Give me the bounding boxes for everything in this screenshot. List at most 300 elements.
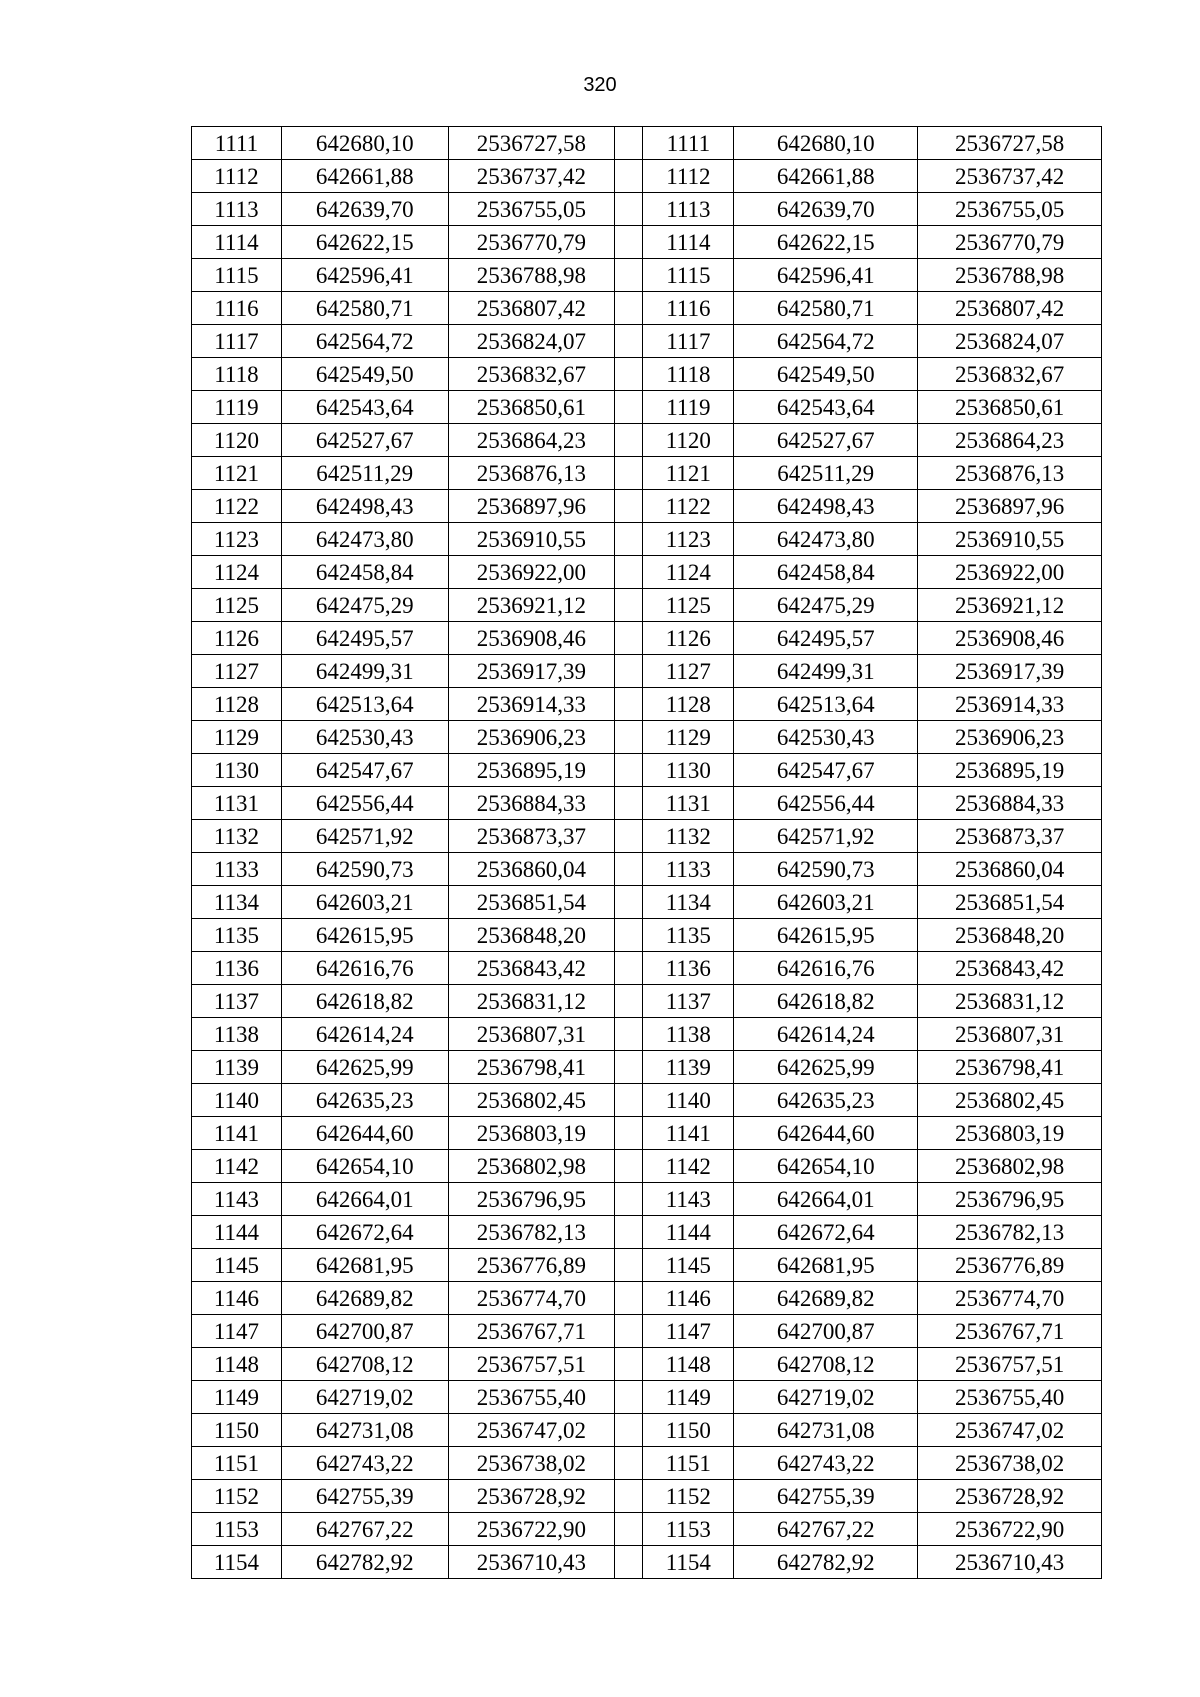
- left-y-coordinate-cell: 2536850,61: [448, 391, 615, 424]
- left-point-number-cell: 1127: [192, 655, 282, 688]
- left-x-coordinate-cell: 642689,82: [281, 1282, 448, 1315]
- right-y-coordinate-cell: 2536803,19: [918, 1117, 1102, 1150]
- right-y-coordinate-cell: 2536738,02: [918, 1447, 1102, 1480]
- right-y-coordinate-cell: 2536774,70: [918, 1282, 1102, 1315]
- right-point-number-cell: 1150: [643, 1414, 734, 1447]
- left-point-number-cell: 1143: [192, 1183, 282, 1216]
- left-point-number-cell: 1113: [192, 193, 282, 226]
- spacer-cell: [615, 655, 643, 688]
- right-y-coordinate-cell: 2536776,89: [918, 1249, 1102, 1282]
- spacer-cell: [615, 226, 643, 259]
- right-x-coordinate-cell: 642681,95: [734, 1249, 918, 1282]
- spacer-cell: [615, 1513, 643, 1546]
- left-point-number-cell: 1124: [192, 556, 282, 589]
- right-y-coordinate-cell: 2536788,98: [918, 259, 1102, 292]
- spacer-cell: [615, 1447, 643, 1480]
- right-x-coordinate-cell: 642498,43: [734, 490, 918, 523]
- table-row: [192, 721, 1102, 754]
- spacer-cell: [615, 1480, 643, 1513]
- spacer-cell: [615, 952, 643, 985]
- right-x-coordinate-cell: 642767,22: [734, 1513, 918, 1546]
- right-y-coordinate-cell: 2536807,42: [918, 292, 1102, 325]
- left-point-number-cell: 1144: [192, 1216, 282, 1249]
- right-point-number-cell: 1135: [643, 919, 734, 952]
- right-point-number-cell: 1141: [643, 1117, 734, 1150]
- right-x-coordinate-cell: 642664,01: [734, 1183, 918, 1216]
- right-point-number-cell: 1126: [643, 622, 734, 655]
- spacer-cell: [615, 259, 643, 292]
- right-x-coordinate-cell: 642564,72: [734, 325, 918, 358]
- spacer-cell: [615, 523, 643, 556]
- right-y-coordinate-cell: 2536851,54: [918, 886, 1102, 919]
- left-x-coordinate-cell: 642530,43: [281, 721, 448, 754]
- table-row: [192, 424, 1102, 457]
- left-y-coordinate-cell: 2536917,39: [448, 655, 615, 688]
- left-point-number-cell: 1130: [192, 754, 282, 787]
- right-y-coordinate-cell: 2536860,04: [918, 853, 1102, 886]
- right-y-coordinate-cell: 2536757,51: [918, 1348, 1102, 1381]
- table-row: [192, 457, 1102, 490]
- left-x-coordinate-cell: 642767,22: [281, 1513, 448, 1546]
- right-x-coordinate-cell: 642475,29: [734, 589, 918, 622]
- table-row: [192, 1546, 1102, 1579]
- left-point-number-cell: 1122: [192, 490, 282, 523]
- spacer-cell: [615, 193, 643, 226]
- spacer-cell: [615, 1051, 643, 1084]
- spacer-cell: [615, 1183, 643, 1216]
- right-x-coordinate-cell: 642672,64: [734, 1216, 918, 1249]
- table-row: [192, 1150, 1102, 1183]
- table-row: [192, 292, 1102, 325]
- left-y-coordinate-cell: 2536910,55: [448, 523, 615, 556]
- spacer-cell: [615, 820, 643, 853]
- left-y-coordinate-cell: 2536873,37: [448, 820, 615, 853]
- right-point-number-cell: 1144: [643, 1216, 734, 1249]
- right-x-coordinate-cell: 642618,82: [734, 985, 918, 1018]
- left-point-number-cell: 1111: [192, 127, 282, 160]
- right-point-number-cell: 1129: [643, 721, 734, 754]
- right-y-coordinate-cell: 2536895,19: [918, 754, 1102, 787]
- right-point-number-cell: 1120: [643, 424, 734, 457]
- left-point-number-cell: 1116: [192, 292, 282, 325]
- right-x-coordinate-cell: 642616,76: [734, 952, 918, 985]
- right-y-coordinate-cell: 2536864,23: [918, 424, 1102, 457]
- left-y-coordinate-cell: 2536908,46: [448, 622, 615, 655]
- left-y-coordinate-cell: 2536774,70: [448, 1282, 615, 1315]
- left-y-coordinate-cell: 2536851,54: [448, 886, 615, 919]
- spacer-cell: [615, 1414, 643, 1447]
- left-x-coordinate-cell: 642618,82: [281, 985, 448, 1018]
- spacer-cell: [615, 787, 643, 820]
- right-x-coordinate-cell: 642743,22: [734, 1447, 918, 1480]
- right-y-coordinate-cell: 2536807,31: [918, 1018, 1102, 1051]
- table-row: [192, 127, 1102, 160]
- spacer-cell: [615, 127, 643, 160]
- right-point-number-cell: 1113: [643, 193, 734, 226]
- spacer-cell: [615, 490, 643, 523]
- right-x-coordinate-cell: 642654,10: [734, 1150, 918, 1183]
- left-x-coordinate-cell: 642475,29: [281, 589, 448, 622]
- left-point-number-cell: 1118: [192, 358, 282, 391]
- left-x-coordinate-cell: 642708,12: [281, 1348, 448, 1381]
- right-x-coordinate-cell: 642547,67: [734, 754, 918, 787]
- spacer-cell: [615, 985, 643, 1018]
- left-y-coordinate-cell: 2536722,90: [448, 1513, 615, 1546]
- left-y-coordinate-cell: 2536710,43: [448, 1546, 615, 1579]
- right-x-coordinate-cell: 642571,92: [734, 820, 918, 853]
- table-row: [192, 1117, 1102, 1150]
- left-x-coordinate-cell: 642614,24: [281, 1018, 448, 1051]
- table-row: [192, 391, 1102, 424]
- left-x-coordinate-cell: 642603,21: [281, 886, 448, 919]
- table-row: [192, 1348, 1102, 1381]
- left-y-coordinate-cell: 2536922,00: [448, 556, 615, 589]
- left-y-coordinate-cell: 2536727,58: [448, 127, 615, 160]
- right-point-number-cell: 1115: [643, 259, 734, 292]
- table-row: [192, 325, 1102, 358]
- left-x-coordinate-cell: 642498,43: [281, 490, 448, 523]
- right-y-coordinate-cell: 2536767,71: [918, 1315, 1102, 1348]
- right-y-coordinate-cell: 2536747,02: [918, 1414, 1102, 1447]
- right-x-coordinate-cell: 642680,10: [734, 127, 918, 160]
- left-point-number-cell: 1126: [192, 622, 282, 655]
- spacer-cell: [615, 1282, 643, 1315]
- left-y-coordinate-cell: 2536824,07: [448, 325, 615, 358]
- right-point-number-cell: 1132: [643, 820, 734, 853]
- left-point-number-cell: 1137: [192, 985, 282, 1018]
- left-y-coordinate-cell: 2536755,40: [448, 1381, 615, 1414]
- right-y-coordinate-cell: 2536884,33: [918, 787, 1102, 820]
- left-x-coordinate-cell: 642639,70: [281, 193, 448, 226]
- left-point-number-cell: 1142: [192, 1150, 282, 1183]
- right-y-coordinate-cell: 2536876,13: [918, 457, 1102, 490]
- right-x-coordinate-cell: 642513,64: [734, 688, 918, 721]
- left-y-coordinate-cell: 2536807,31: [448, 1018, 615, 1051]
- table-row: [192, 226, 1102, 259]
- left-y-coordinate-cell: 2536788,98: [448, 259, 615, 292]
- left-y-coordinate-cell: 2536843,42: [448, 952, 615, 985]
- right-x-coordinate-cell: 642622,15: [734, 226, 918, 259]
- left-x-coordinate-cell: 642547,67: [281, 754, 448, 787]
- coordinates-table: [191, 126, 1102, 1579]
- right-y-coordinate-cell: 2536802,98: [918, 1150, 1102, 1183]
- spacer-cell: [615, 457, 643, 490]
- right-x-coordinate-cell: 642580,71: [734, 292, 918, 325]
- right-point-number-cell: 1114: [643, 226, 734, 259]
- left-point-number-cell: 1112: [192, 160, 282, 193]
- right-y-coordinate-cell: 2536728,92: [918, 1480, 1102, 1513]
- right-point-number-cell: 1137: [643, 985, 734, 1018]
- left-point-number-cell: 1133: [192, 853, 282, 886]
- right-x-coordinate-cell: 642625,99: [734, 1051, 918, 1084]
- right-point-number-cell: 1138: [643, 1018, 734, 1051]
- right-y-coordinate-cell: 2536824,07: [918, 325, 1102, 358]
- left-x-coordinate-cell: 642513,64: [281, 688, 448, 721]
- right-point-number-cell: 1154: [643, 1546, 734, 1579]
- left-point-number-cell: 1154: [192, 1546, 282, 1579]
- right-point-number-cell: 1143: [643, 1183, 734, 1216]
- right-point-number-cell: 1117: [643, 325, 734, 358]
- spacer-cell: [615, 1084, 643, 1117]
- spacer-cell: [615, 1381, 643, 1414]
- spacer-cell: [615, 424, 643, 457]
- table-row: [192, 259, 1102, 292]
- right-x-coordinate-cell: 642495,57: [734, 622, 918, 655]
- left-point-number-cell: 1132: [192, 820, 282, 853]
- left-x-coordinate-cell: 642499,31: [281, 655, 448, 688]
- left-y-coordinate-cell: 2536802,98: [448, 1150, 615, 1183]
- left-y-coordinate-cell: 2536776,89: [448, 1249, 615, 1282]
- left-y-coordinate-cell: 2536831,12: [448, 985, 615, 1018]
- table-row: [192, 886, 1102, 919]
- right-point-number-cell: 1118: [643, 358, 734, 391]
- left-point-number-cell: 1139: [192, 1051, 282, 1084]
- right-point-number-cell: 1130: [643, 754, 734, 787]
- left-y-coordinate-cell: 2536803,19: [448, 1117, 615, 1150]
- right-point-number-cell: 1151: [643, 1447, 734, 1480]
- left-point-number-cell: 1148: [192, 1348, 282, 1381]
- left-x-coordinate-cell: 642549,50: [281, 358, 448, 391]
- right-x-coordinate-cell: 642755,39: [734, 1480, 918, 1513]
- left-y-coordinate-cell: 2536738,02: [448, 1447, 615, 1480]
- left-y-coordinate-cell: 2536914,33: [448, 688, 615, 721]
- left-point-number-cell: 1146: [192, 1282, 282, 1315]
- right-x-coordinate-cell: 642731,08: [734, 1414, 918, 1447]
- left-x-coordinate-cell: 642571,92: [281, 820, 448, 853]
- right-point-number-cell: 1122: [643, 490, 734, 523]
- right-x-coordinate-cell: 642549,50: [734, 358, 918, 391]
- right-y-coordinate-cell: 2536850,61: [918, 391, 1102, 424]
- left-point-number-cell: 1129: [192, 721, 282, 754]
- left-point-number-cell: 1147: [192, 1315, 282, 1348]
- left-point-number-cell: 1150: [192, 1414, 282, 1447]
- left-x-coordinate-cell: 642622,15: [281, 226, 448, 259]
- left-x-coordinate-cell: 642564,72: [281, 325, 448, 358]
- spacer-cell: [615, 1117, 643, 1150]
- table-row: [192, 787, 1102, 820]
- right-x-coordinate-cell: 642590,73: [734, 853, 918, 886]
- table-row: [192, 1084, 1102, 1117]
- spacer-cell: [615, 721, 643, 754]
- right-y-coordinate-cell: 2536897,96: [918, 490, 1102, 523]
- left-y-coordinate-cell: 2536921,12: [448, 589, 615, 622]
- left-x-coordinate-cell: 642580,71: [281, 292, 448, 325]
- right-y-coordinate-cell: 2536737,42: [918, 160, 1102, 193]
- table-row: [192, 358, 1102, 391]
- right-x-coordinate-cell: 642719,02: [734, 1381, 918, 1414]
- left-y-coordinate-cell: 2536884,33: [448, 787, 615, 820]
- left-point-number-cell: 1114: [192, 226, 282, 259]
- right-x-coordinate-cell: 642543,64: [734, 391, 918, 424]
- right-point-number-cell: 1146: [643, 1282, 734, 1315]
- table-row: [192, 589, 1102, 622]
- right-point-number-cell: 1116: [643, 292, 734, 325]
- left-y-coordinate-cell: 2536832,67: [448, 358, 615, 391]
- left-y-coordinate-cell: 2536737,42: [448, 160, 615, 193]
- table-row: [192, 1414, 1102, 1447]
- left-y-coordinate-cell: 2536770,79: [448, 226, 615, 259]
- left-y-coordinate-cell: 2536864,23: [448, 424, 615, 457]
- table-row: [192, 1249, 1102, 1282]
- spacer-cell: [615, 853, 643, 886]
- right-x-coordinate-cell: 642644,60: [734, 1117, 918, 1150]
- right-x-coordinate-cell: 642530,43: [734, 721, 918, 754]
- table-row: [192, 754, 1102, 787]
- right-point-number-cell: 1111: [643, 127, 734, 160]
- right-x-coordinate-cell: 642635,23: [734, 1084, 918, 1117]
- table-row: [192, 1447, 1102, 1480]
- right-point-number-cell: 1123: [643, 523, 734, 556]
- left-x-coordinate-cell: 642700,87: [281, 1315, 448, 1348]
- right-point-number-cell: 1121: [643, 457, 734, 490]
- left-x-coordinate-cell: 642625,99: [281, 1051, 448, 1084]
- right-x-coordinate-cell: 642511,29: [734, 457, 918, 490]
- right-y-coordinate-cell: 2536770,79: [918, 226, 1102, 259]
- table-row: [192, 490, 1102, 523]
- spacer-cell: [615, 556, 643, 589]
- left-x-coordinate-cell: 642556,44: [281, 787, 448, 820]
- left-point-number-cell: 1140: [192, 1084, 282, 1117]
- table-row: [192, 1216, 1102, 1249]
- left-x-coordinate-cell: 642654,10: [281, 1150, 448, 1183]
- left-y-coordinate-cell: 2536798,41: [448, 1051, 615, 1084]
- right-point-number-cell: 1131: [643, 787, 734, 820]
- table-row: [192, 688, 1102, 721]
- right-point-number-cell: 1145: [643, 1249, 734, 1282]
- left-x-coordinate-cell: 642731,08: [281, 1414, 448, 1447]
- left-point-number-cell: 1134: [192, 886, 282, 919]
- spacer-cell: [615, 325, 643, 358]
- left-point-number-cell: 1152: [192, 1480, 282, 1513]
- spacer-cell: [615, 1249, 643, 1282]
- spacer-cell: [615, 292, 643, 325]
- spacer-cell: [615, 1348, 643, 1381]
- left-x-coordinate-cell: 642495,57: [281, 622, 448, 655]
- right-x-coordinate-cell: 642615,95: [734, 919, 918, 952]
- right-x-coordinate-cell: 642596,41: [734, 259, 918, 292]
- left-point-number-cell: 1153: [192, 1513, 282, 1546]
- left-x-coordinate-cell: 642527,67: [281, 424, 448, 457]
- right-y-coordinate-cell: 2536796,95: [918, 1183, 1102, 1216]
- left-point-number-cell: 1131: [192, 787, 282, 820]
- table-row: [192, 193, 1102, 226]
- spacer-cell: [615, 160, 643, 193]
- spacer-cell: [615, 391, 643, 424]
- right-point-number-cell: 1134: [643, 886, 734, 919]
- right-point-number-cell: 1119: [643, 391, 734, 424]
- table-row: [192, 1282, 1102, 1315]
- left-point-number-cell: 1145: [192, 1249, 282, 1282]
- table-row: [192, 556, 1102, 589]
- right-x-coordinate-cell: 642603,21: [734, 886, 918, 919]
- right-x-coordinate-cell: 642499,31: [734, 655, 918, 688]
- spacer-cell: [615, 589, 643, 622]
- right-point-number-cell: 1148: [643, 1348, 734, 1381]
- left-x-coordinate-cell: 642719,02: [281, 1381, 448, 1414]
- table-row: [192, 919, 1102, 952]
- table-row: [192, 1513, 1102, 1546]
- right-point-number-cell: 1136: [643, 952, 734, 985]
- left-y-coordinate-cell: 2536906,23: [448, 721, 615, 754]
- right-x-coordinate-cell: 642782,92: [734, 1546, 918, 1579]
- left-y-coordinate-cell: 2536728,92: [448, 1480, 615, 1513]
- right-y-coordinate-cell: 2536755,40: [918, 1381, 1102, 1414]
- spacer-cell: [615, 622, 643, 655]
- left-point-number-cell: 1121: [192, 457, 282, 490]
- left-x-coordinate-cell: 642635,23: [281, 1084, 448, 1117]
- left-x-coordinate-cell: 642473,80: [281, 523, 448, 556]
- left-y-coordinate-cell: 2536802,45: [448, 1084, 615, 1117]
- left-x-coordinate-cell: 642743,22: [281, 1447, 448, 1480]
- left-point-number-cell: 1120: [192, 424, 282, 457]
- right-x-coordinate-cell: 642556,44: [734, 787, 918, 820]
- right-point-number-cell: 1142: [643, 1150, 734, 1183]
- left-point-number-cell: 1135: [192, 919, 282, 952]
- left-x-coordinate-cell: 642661,88: [281, 160, 448, 193]
- right-point-number-cell: 1147: [643, 1315, 734, 1348]
- spacer-cell: [615, 1315, 643, 1348]
- table-row: [192, 1381, 1102, 1414]
- left-y-coordinate-cell: 2536782,13: [448, 1216, 615, 1249]
- left-x-coordinate-cell: 642664,01: [281, 1183, 448, 1216]
- spacer-cell: [615, 754, 643, 787]
- spacer-cell: [615, 1150, 643, 1183]
- right-y-coordinate-cell: 2536906,23: [918, 721, 1102, 754]
- right-point-number-cell: 1127: [643, 655, 734, 688]
- left-y-coordinate-cell: 2536876,13: [448, 457, 615, 490]
- right-point-number-cell: 1124: [643, 556, 734, 589]
- table-row: [192, 985, 1102, 1018]
- right-y-coordinate-cell: 2536802,45: [918, 1084, 1102, 1117]
- left-y-coordinate-cell: 2536860,04: [448, 853, 615, 886]
- right-x-coordinate-cell: 642689,82: [734, 1282, 918, 1315]
- left-y-coordinate-cell: 2536747,02: [448, 1414, 615, 1447]
- right-y-coordinate-cell: 2536843,42: [918, 952, 1102, 985]
- table-row: [192, 1315, 1102, 1348]
- right-y-coordinate-cell: 2536910,55: [918, 523, 1102, 556]
- left-x-coordinate-cell: 642590,73: [281, 853, 448, 886]
- right-y-coordinate-cell: 2536921,12: [918, 589, 1102, 622]
- spacer-cell: [615, 919, 643, 952]
- left-point-number-cell: 1119: [192, 391, 282, 424]
- spacer-cell: [615, 688, 643, 721]
- left-x-coordinate-cell: 642672,64: [281, 1216, 448, 1249]
- right-y-coordinate-cell: 2536755,05: [918, 193, 1102, 226]
- left-y-coordinate-cell: 2536807,42: [448, 292, 615, 325]
- right-y-coordinate-cell: 2536722,90: [918, 1513, 1102, 1546]
- left-point-number-cell: 1149: [192, 1381, 282, 1414]
- left-point-number-cell: 1125: [192, 589, 282, 622]
- right-y-coordinate-cell: 2536848,20: [918, 919, 1102, 952]
- right-point-number-cell: 1112: [643, 160, 734, 193]
- table-row: [192, 1018, 1102, 1051]
- left-point-number-cell: 1123: [192, 523, 282, 556]
- right-point-number-cell: 1133: [643, 853, 734, 886]
- table-row: [192, 160, 1102, 193]
- right-y-coordinate-cell: 2536917,39: [918, 655, 1102, 688]
- table-row: [192, 655, 1102, 688]
- right-y-coordinate-cell: 2536873,37: [918, 820, 1102, 853]
- right-y-coordinate-cell: 2536782,13: [918, 1216, 1102, 1249]
- table-row: [192, 523, 1102, 556]
- right-y-coordinate-cell: 2536727,58: [918, 127, 1102, 160]
- right-y-coordinate-cell: 2536908,46: [918, 622, 1102, 655]
- right-x-coordinate-cell: 642614,24: [734, 1018, 918, 1051]
- right-point-number-cell: 1149: [643, 1381, 734, 1414]
- right-point-number-cell: 1139: [643, 1051, 734, 1084]
- left-x-coordinate-cell: 642511,29: [281, 457, 448, 490]
- left-x-coordinate-cell: 642616,76: [281, 952, 448, 985]
